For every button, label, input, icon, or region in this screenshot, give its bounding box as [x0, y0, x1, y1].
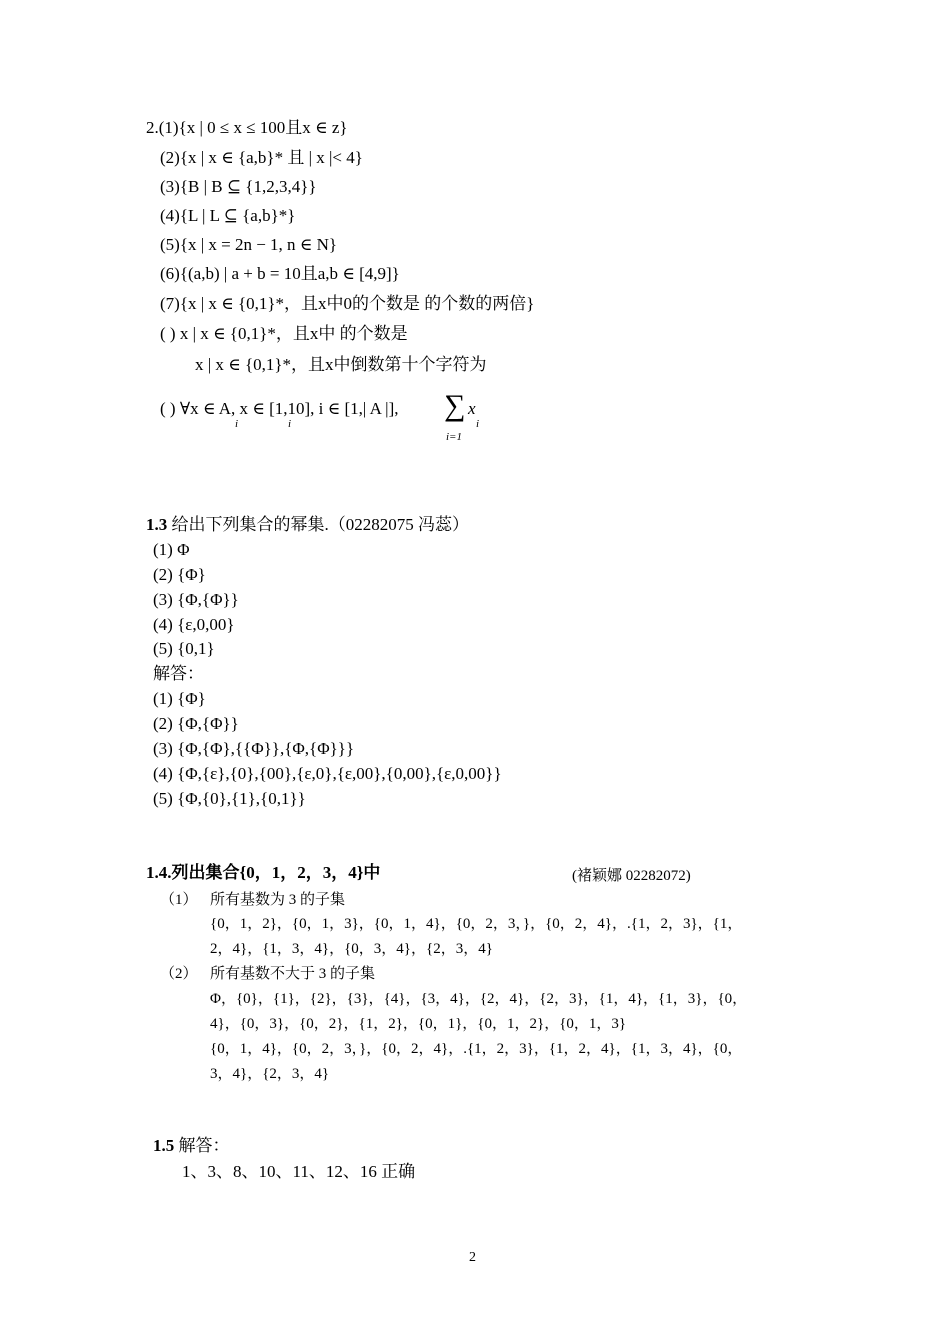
s14-sub1-line-1: {0，1，2}，{0，1，3}，{0，1，4}，{0，2，3，}，{0，2，4}，.{1，2，3}，{1， — [210, 916, 743, 932]
s14-title: 1.4.列出集合{0，1，2，3，4}中 — [146, 863, 381, 882]
s2-line-5: (5){x | x = 2n − 1, n ∈ N} — [160, 235, 338, 254]
s13-answer-3: (3) {Φ,{Φ},{{Φ}},{Φ,{Φ}}} — [153, 739, 355, 758]
s14-sub2-line-1: Φ，{0}，{1}，{2}，{3}，{4}，{3，4}，{2，4}，{2，3}，{1，4}，{1，3}，{0， — [210, 991, 748, 1007]
s15-title-text: 解答： — [178, 1136, 230, 1155]
subscript-i-2: i — [288, 418, 292, 430]
s14-sub2-line-3: {0，1，4}，{0，2，3，}，{0，2，4}，.{1，2，3}，{1，2，4}，{1，3，4}，{0， — [210, 1041, 743, 1057]
s14-sub2-label: （2） — [160, 966, 198, 982]
s13-title — [146, 514, 469, 536]
s13-item-5: (5) {0,1} — [153, 639, 215, 658]
s13-item-2: (2) {Φ} — [153, 565, 206, 584]
s13-number: 1.3 — [146, 515, 168, 534]
s14-sub2-text: 所有基数不大于 3 的子集 — [210, 966, 376, 982]
s15-title — [153, 1135, 230, 1157]
s2-line-2: (2){x | x ∈ {a,b}* 且 | x |< 4} — [160, 148, 363, 167]
page-number: 2 — [469, 1250, 476, 1265]
s14-author: (褚颖娜 02282072) — [572, 868, 691, 884]
s2-line-6: (6){(a,b) | a + b = 10且a,b ∈ [4,9]} — [160, 264, 400, 283]
s15-answer: 1、3、8、10、11、12、16 正确 — [182, 1162, 416, 1181]
s14-sub1-text: 所有基数为 3 的子集 — [210, 892, 346, 908]
s13-item-3: (3) {Φ,{Φ}} — [153, 590, 239, 609]
subscript-i-3: i — [476, 418, 480, 430]
s13-answer-5: (5) {Φ,{0},{1},{0,1}} — [153, 789, 306, 808]
s14-sub2-line-4: 3，4}，{2，3，4} — [210, 1066, 330, 1082]
s13-answer-2: (2) {Φ,{Φ}} — [153, 714, 239, 733]
s13-answer-label: 解答： — [153, 664, 204, 683]
s2-line-9: x | x ∈ {0,1}*，且x中倒数第十个字符为 — [195, 355, 487, 374]
s13-title-text: 给出下列集合的幂集.（02282075 冯蕊） — [171, 515, 469, 534]
s14-sub2-line-2: 4}，{0，3}，{0，2}，{1，2}，{0，1}，{0，1，2}，{0，1，3} — [210, 1016, 627, 1032]
s2-line-4: (4){L | L ⊆ {a,b}*} — [160, 206, 296, 225]
sum-term: x — [468, 399, 476, 418]
s15-number: 1.5 — [153, 1136, 175, 1155]
s2-line-1: 2.(1){x | 0 ≤ x ≤ 100且x ∈ z} — [146, 118, 348, 137]
subscript-i-1: i — [235, 418, 239, 430]
s2-line-10: ( ) ∀x ∈ A, x ∈ [1,10], i ∈ [1,| A |], — [160, 399, 399, 418]
s13-item-4: (4) {ε,0,00} — [153, 615, 235, 634]
s2-line-7: (7){x | x ∈ {0,1}*，且x中0的个数是 的个数的两倍} — [160, 294, 535, 313]
s13-item-1: (1) Φ — [153, 540, 190, 559]
s14-sub1-line-2: 2，4}，{1，3，4}，{0，3，4}，{2，3，4} — [210, 941, 493, 957]
s2-line-3: (3){B | B ⊆ {1,2,3,4}} — [160, 177, 317, 196]
s13-answer-4: (4) {Φ,{ε},{0},{00},{ε,0},{ε,00},{0,00},{ε,0,00}} — [153, 764, 502, 783]
summation-sigma-icon: ∑ — [444, 389, 466, 422]
sum-lower-bound: i=1 — [446, 431, 462, 443]
s13-answer-1: (1) {Φ} — [153, 689, 206, 708]
s2-line-8: ( ) x | x ∈ {0,1}*，且x中 的个数是 — [160, 324, 408, 343]
s14-sub1-label: （1） — [160, 892, 198, 908]
